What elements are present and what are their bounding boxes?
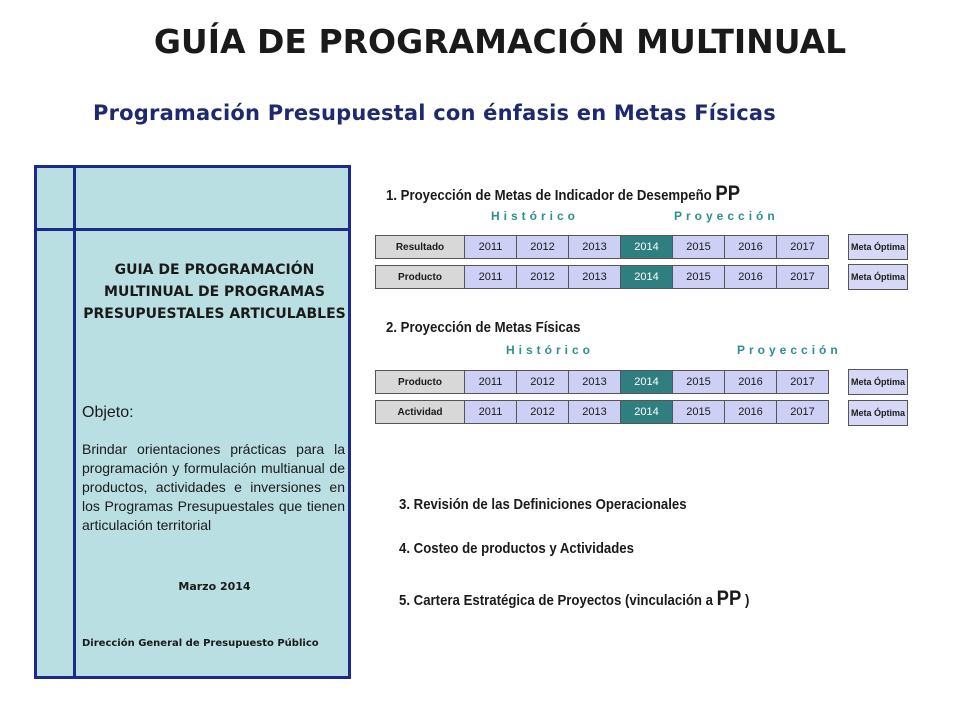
year-cell: 2013 [569, 236, 621, 258]
row-label: Producto [376, 371, 465, 393]
year-cell: 2015 [673, 401, 725, 423]
cover-organization: Dirección General de Presupuesto Público [82, 638, 319, 649]
section-1-row-resultado [375, 235, 829, 259]
year-cell: 2017 [777, 371, 828, 393]
section-5-close: ) [741, 592, 750, 609]
year-cell: 2011 [465, 266, 517, 288]
section-1-title: 1. Proyección de Metas de Indicador de Desempeño [386, 187, 712, 204]
year-cell: 2013 [569, 371, 621, 393]
section-4-heading: 4. Costeo de productos y Actividades [399, 540, 634, 557]
section-5-pp: PP [716, 587, 742, 610]
guide-cover [34, 165, 351, 679]
cover-date: Marzo 2014 [178, 580, 251, 593]
meta-optima-box: Meta Óptima [848, 234, 908, 260]
year-cell: 2015 [673, 236, 725, 258]
year-cell-highlight: 2014 [621, 371, 673, 393]
objeto-label: Objeto: [82, 404, 134, 421]
section-5-heading [399, 587, 749, 611]
section-1-proyeccion-label: Proyección [674, 209, 779, 223]
year-cell: 2011 [465, 371, 517, 393]
year-cell-highlight: 2014 [621, 236, 673, 258]
year-cell: 2011 [465, 401, 517, 423]
year-cell: 2012 [517, 401, 569, 423]
year-cell: 2016 [725, 266, 777, 288]
objeto-text: Brindar orientaciones prácticas para la programación y formulación multianual de productos, actividades e inversiones en los Programas Presupuestales que tienen articulación territorial [82, 441, 345, 533]
section-2-proyeccion-label: Proyección [737, 343, 842, 357]
section-3-heading: 3. Revisión de las Definiciones Operacionales [399, 496, 687, 513]
page-title: GUÍA DE PROGRAMACIÓN MULTINUAL [153, 22, 847, 61]
cover-horizontal-line [37, 228, 348, 231]
meta-optima-box: Meta Óptima [848, 264, 908, 290]
row-label: Producto [376, 266, 465, 288]
year-cell: 2015 [673, 371, 725, 393]
meta-optima-box: Meta Óptima [848, 369, 908, 395]
year-cell: 2016 [725, 401, 777, 423]
year-cell-highlight: 2014 [621, 401, 673, 423]
year-cell: 2017 [777, 401, 828, 423]
year-cell: 2013 [569, 266, 621, 288]
cover-title: GUIA DE PROGRAMACIÓN MULTINUAL DE PROGRAMAS PRESUPUESTALES ARTICULABLES [83, 262, 346, 322]
section-2-row-producto [375, 370, 829, 394]
year-cell: 2012 [517, 266, 569, 288]
year-cell: 2012 [517, 371, 569, 393]
year-cell: 2011 [465, 236, 517, 258]
year-cell-highlight: 2014 [621, 266, 673, 288]
section-1-heading [386, 182, 740, 206]
year-cell: 2012 [517, 236, 569, 258]
year-cell: 2017 [777, 236, 828, 258]
cover-vertical-line [73, 168, 76, 676]
year-cell: 2016 [725, 236, 777, 258]
row-label: Resultado [376, 236, 465, 258]
section-1-pp: PP [715, 182, 741, 205]
section-5-text: 5. Cartera Estratégica de Proyectos (vinculación a [399, 592, 714, 609]
year-cell: 2015 [673, 266, 725, 288]
year-cell: 2016 [725, 371, 777, 393]
section-2-row-actividad [375, 400, 829, 424]
row-label: Actividad [376, 401, 465, 423]
page-subtitle: Programación Presupuestal con énfasis en Metas Físicas [93, 101, 776, 125]
meta-optima-box: Meta Óptima [848, 400, 908, 426]
section-2-historico-label: Histórico [506, 343, 595, 357]
year-cell: 2017 [777, 266, 828, 288]
year-cell: 2013 [569, 401, 621, 423]
section-1-row-producto [375, 265, 829, 289]
section-2-heading: 2. Proyección de Metas Físicas [386, 319, 581, 336]
section-1-historico-label: Histórico [491, 209, 580, 223]
